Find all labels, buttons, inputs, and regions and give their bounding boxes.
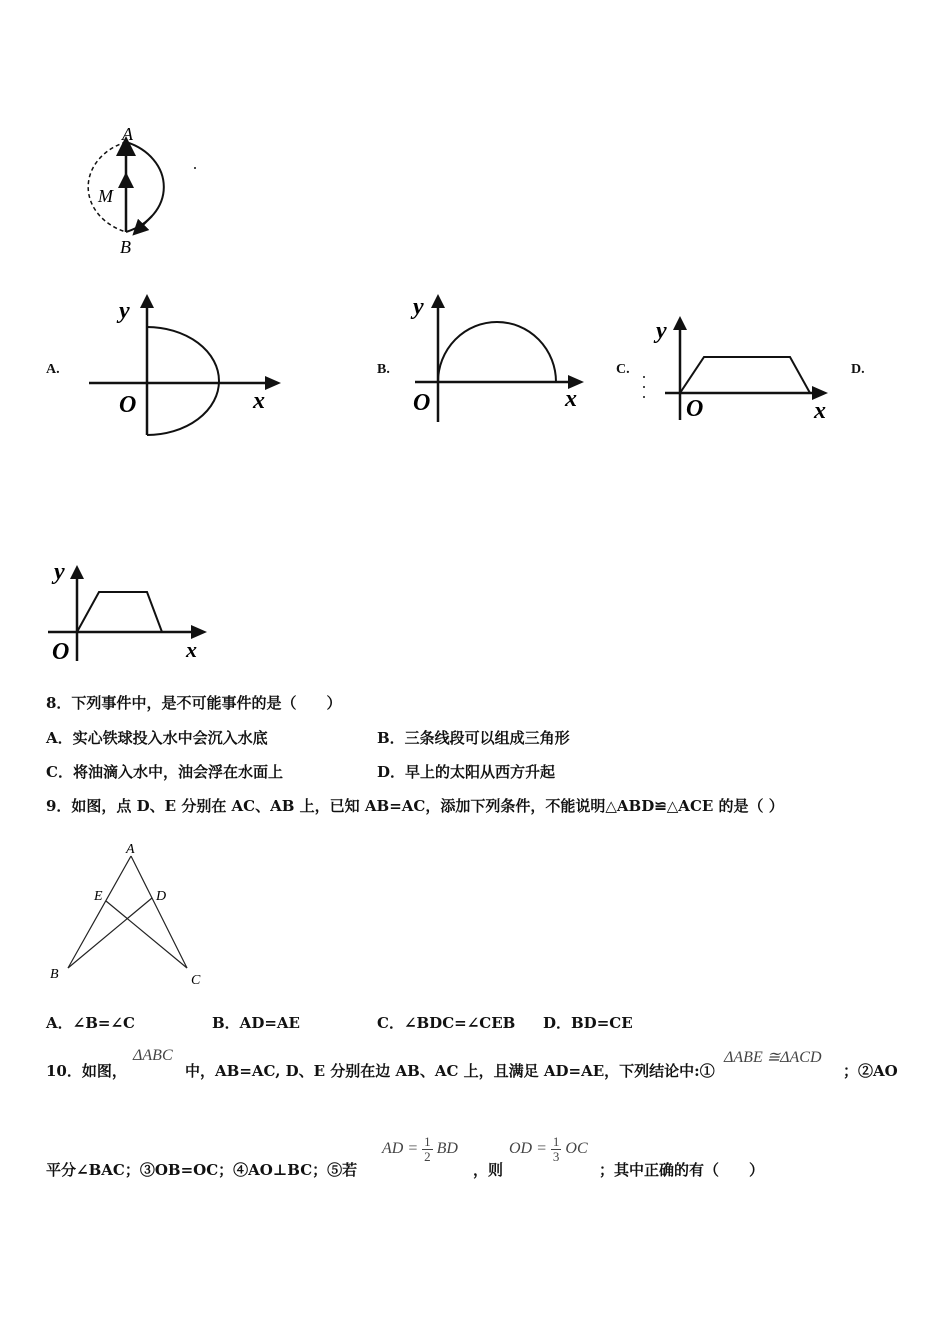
q8-option-d: D．早上的太阳从西方升起 [377, 763, 556, 781]
axis-y: y [119, 298, 130, 324]
q9-option-a: A．∠B=∠C [46, 1014, 135, 1032]
q10-line2-prefix: 平分∠BAC；③OB=OC；④AO⊥BC；⑤若 [46, 1161, 358, 1179]
label-c: C [191, 973, 201, 988]
q10-ratio-od-oc [509, 1135, 588, 1164]
fraction-half: $\frac{1}{2}$ [424, 1134, 431, 1164]
q10-math-abc: ΔABC [133, 1047, 173, 1064]
q8-option-a: A．实心铁球投入水中会沉入水底 [46, 729, 268, 747]
option-a-label: A. [46, 362, 60, 377]
axis-y: y [656, 318, 667, 344]
q10-ratio-ad-bd [382, 1135, 458, 1164]
label-d: D [156, 889, 167, 904]
label-e: E [94, 889, 103, 904]
label-b: B [50, 967, 59, 982]
option-c-label: C. [616, 362, 630, 377]
q9-option-d: D．BD=CE [543, 1014, 633, 1032]
option-b-label: B. [377, 362, 390, 377]
q9-option-b: B．AD=AE [212, 1014, 300, 1032]
axis-y: y [54, 559, 65, 585]
axis-o: O [413, 390, 431, 416]
q10-line2-mid: ，则 [473, 1161, 504, 1179]
math1-right: BD [436, 1140, 458, 1158]
q8-stem: 8．下列事件中，是不可能事件的是（ ） [46, 694, 342, 712]
graph-d [44, 555, 219, 665]
axis-y: y [413, 294, 424, 320]
q9-stem: 9．如图，点 D、E 分别在 AC、AB 上，已知 AB=AC，添加下列条件，不能说明△ABD≌△ACE 的是（ ） [46, 797, 784, 815]
q8-option-c: C．将油滴入水中，油会浮在水面上 [46, 763, 283, 781]
label-m: M [98, 186, 113, 206]
label-b: B [120, 237, 131, 257]
label-a: A [122, 124, 133, 144]
math2-left: OD = [509, 1140, 547, 1158]
graph-a [85, 290, 295, 440]
fraction-third: $\frac{1}{3}$ [552, 1134, 560, 1164]
option-d-label: D. [851, 362, 865, 377]
graph-c [640, 310, 840, 425]
q10-line1-suffix: ；②AO [843, 1062, 898, 1080]
axis-o: O [686, 396, 704, 422]
math2-right: OC [565, 1140, 588, 1158]
graph-b [405, 290, 595, 425]
label-a: A [126, 842, 135, 857]
axis-o: O [52, 639, 70, 665]
triangle-figure [44, 838, 214, 988]
q10-line2-suffix: ；其中正确的有（ ） [599, 1161, 765, 1179]
q9-option-c: C．∠BDC=∠CEB [377, 1014, 516, 1032]
axis-x: x [814, 398, 826, 424]
q10-line1-mid: 中，AB=AC, D、E 分别在边 AB、AC 上，且满足 AD=AE，下列结论中:① [185, 1062, 715, 1080]
math1-left: AD = [382, 1140, 419, 1158]
axis-x: x [565, 386, 577, 412]
q8-option-b: B．三条线段可以组成三角形 [377, 729, 570, 747]
circle-figure [60, 120, 210, 260]
axis-x: x [186, 637, 197, 662]
q10-math-congruent: ΔABE ≅ΔACD [724, 1049, 822, 1066]
axis-x: x [253, 388, 265, 414]
axis-o: O [119, 392, 137, 418]
q10-line1-prefix: 10．如图， [46, 1062, 127, 1080]
